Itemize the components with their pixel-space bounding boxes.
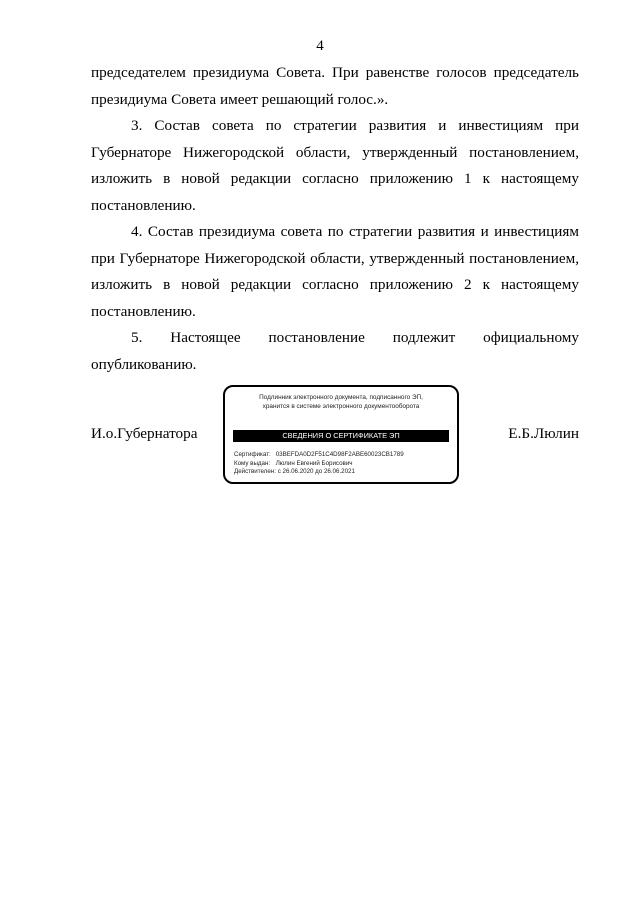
- cert-value: 03BEFDA0D2F51C4D98F2ABE60023CB1789: [275, 451, 404, 458]
- paragraph-item-5: 5. Настоящее постановление подлежит официальному опубликованию.: [91, 329, 579, 373]
- signatory-position: И.о.Губернатора: [91, 425, 198, 442]
- stamp-details: [234, 451, 404, 477]
- cert-label: Сертификат:: [234, 451, 271, 458]
- document-body: [91, 60, 579, 378]
- page-number: 4: [316, 38, 324, 54]
- stamp-header: [225, 393, 457, 411]
- owner-value: Люлин Евгений Борисович: [275, 459, 353, 467]
- paragraph-item-3: 3. Состав совета по стратегии развития и инвестициям при Губернаторе Нижегородской области, утвержденный постановлением, изложить в новой редакции согласно приложению 1 к настоящему постановлению.: [91, 117, 579, 214]
- signatory-name: Е.Б.Люлин: [508, 425, 579, 442]
- e-signature-stamp: [223, 385, 459, 484]
- stamp-header-line: Подлинник электронного документа, подписанного ЭП,: [259, 394, 423, 401]
- stamp-header-line: хранится в системе электронного документооборота: [262, 403, 420, 410]
- paragraph-continuation: председателем президиума Совета. При равенстве голосов председатель президиума Совета имеет решающий голос.».: [91, 64, 579, 108]
- owner-label: Кому выдан:: [234, 459, 271, 467]
- valid-label: Действителен:: [234, 468, 276, 476]
- paragraph-item-4: 4. Состав президиума совета по стратегии развития и инвестициям при Губернаторе Нижегородской области, утвержденный постановлением, изложить в новой редакции согласно приложению 2 к настоящему постановлению.: [91, 223, 579, 320]
- stamp-title: СВЕДЕНИЯ О СЕРТИФИКАТЕ ЭП: [233, 430, 449, 442]
- valid-value: с 26.06.2020 до 26.06.2021: [277, 468, 355, 476]
